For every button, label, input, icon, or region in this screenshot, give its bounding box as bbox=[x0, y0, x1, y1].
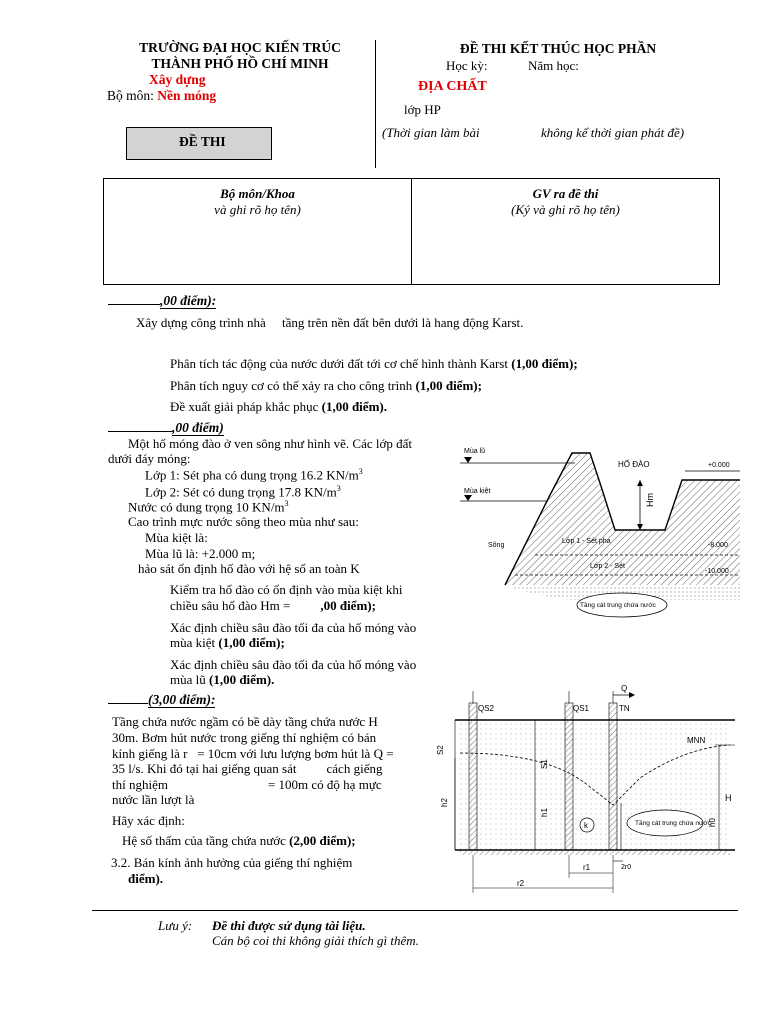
fig1-hm-label: Hm bbox=[645, 493, 655, 507]
q3-line-3: kính giếng là r = 10cm với lưu lượng bơm hút là Q = bbox=[112, 746, 394, 761]
q1-heading bbox=[108, 292, 216, 309]
q2-water: Nước có dung trọng 10 $KN/m^3$ bbox=[128, 499, 289, 515]
fig2-mnn-label: MNN bbox=[687, 736, 706, 745]
fig1-layer1-label: Lớp 1 - Sét pha bbox=[562, 538, 611, 545]
fig2-qs2-label: QS2 bbox=[478, 704, 495, 713]
q1-item-3 bbox=[170, 399, 387, 415]
fig1-elev-top: +0.000 bbox=[708, 462, 730, 469]
fig2-k-label: k bbox=[584, 821, 588, 830]
q1-item-1-text: Phân tích tác động của nước dưới đất tới cơ chế hình thành Karst bbox=[170, 356, 512, 371]
q3-item-1: Hệ số thấm của tầng chứa nước (2,00 điểm); bbox=[122, 833, 356, 848]
q1-intro: Xây dựng công trình nhà tầng trên nền đất bên dưới là hang động Karst. bbox=[136, 315, 524, 330]
fig2-h1-label: h1 bbox=[540, 808, 549, 817]
q3-item-2-line-1: 3.2. Bán kính ảnh hưởng của giếng thí nghiệm bbox=[111, 855, 353, 870]
fig2-h2-label: h2 bbox=[440, 798, 449, 807]
q2-flood-level: Mùa lũ là: +2.000 m; bbox=[145, 546, 256, 561]
q3-line-4: 35 l/s. Khi đó tại hai giếng quan sát cách giếng bbox=[112, 761, 383, 776]
signature-right-title: GV ra đề thi bbox=[532, 186, 599, 201]
year-label: Năm học: bbox=[528, 58, 579, 73]
fig2-r0-label: 2r0 bbox=[621, 864, 632, 871]
dry-level-marker bbox=[464, 495, 472, 501]
flood-level-marker bbox=[464, 457, 472, 463]
q2-item-a-line-2: chiều sâu hố đào Hm = ,00 điểm); bbox=[170, 598, 376, 613]
q2-item-b-line-1: Xác định chiều sâu đào tối đa của hố móng vào bbox=[170, 620, 417, 635]
exam-label: ĐỀ THI bbox=[179, 134, 226, 149]
q1-item-2 bbox=[170, 378, 482, 394]
q2-stability: hảo sát ổn định hố đào với hệ số an toàn K bbox=[138, 561, 360, 576]
fig1-layer2-label: Lớp 2 - Sét bbox=[590, 563, 625, 570]
q1-item-2-points: (1,00 điểm); bbox=[415, 378, 482, 393]
note-line-1: Đề thi được sử dụng tài liệu. bbox=[212, 918, 366, 933]
signature-table bbox=[103, 178, 720, 285]
school-name-line2: THÀNH PHỐ HỒ CHÍ MINH bbox=[151, 56, 329, 71]
fig1-elev-mid: -8.000 bbox=[708, 542, 728, 549]
q1-item-3-text: Đề xuất giải pháp khắc phục bbox=[170, 399, 322, 414]
q2-item-c-line-2: mùa lũ (1,00 điểm). bbox=[170, 672, 275, 687]
q3-ask: Hãy xác định: bbox=[112, 813, 185, 828]
q2-line-1: Một hố móng đào ở ven sông như hình vẽ. Các lớp đất bbox=[128, 436, 413, 451]
school-name-line1: TRƯỜNG ĐẠI HỌC KIẾN TRÚC bbox=[139, 40, 341, 55]
excavation-diagram bbox=[450, 435, 740, 625]
header-divider bbox=[375, 40, 376, 168]
q2-heading bbox=[108, 419, 224, 436]
q1-item-1-points: (1,00 điểm); bbox=[511, 356, 578, 371]
q1-item-2-text: Phân tích nguy cơ có thể xảy ra cho công trình bbox=[170, 378, 416, 393]
time-note-left: (Thời gian làm bài bbox=[382, 125, 480, 140]
subject-name: ĐỊA CHẤT bbox=[418, 79, 487, 94]
q3-heading-points: (3,00 điểm): bbox=[148, 692, 216, 707]
fig1-elev-bot: -10.000 bbox=[705, 568, 729, 575]
q1-item-1 bbox=[170, 356, 578, 372]
time-note-right: không kể thời gian phát đề) bbox=[541, 125, 685, 140]
q3-heading bbox=[108, 691, 215, 708]
fig2-s2-label: S2 bbox=[436, 745, 445, 755]
department bbox=[107, 88, 216, 104]
q3-line-6: nước lần lượt là bbox=[112, 792, 195, 807]
fig2-r2-label: r2 bbox=[517, 879, 525, 888]
fig1-flood-label: Mùa lũ bbox=[464, 448, 486, 455]
fig2-qs1-label: QS1 bbox=[573, 704, 590, 713]
fig2-h-label: H bbox=[725, 793, 732, 803]
q2-layer-2: Lớp 2: Sét có dung trọng 17.8 $KN/m^3$ bbox=[145, 484, 341, 500]
fig2-h0-label: h0 bbox=[708, 818, 717, 827]
department-label: Bộ môn: bbox=[107, 88, 154, 103]
q1-item-3-points: (1,00 điểm). bbox=[321, 399, 387, 414]
q1-heading-points: ,00 điểm): bbox=[160, 293, 217, 308]
q2-item-c-line-1: Xác định chiều sâu đào tối đa của hố móng vào bbox=[170, 657, 417, 672]
fig2-r1-label: r1 bbox=[583, 863, 591, 872]
signature-left-sub: và ghi rõ họ tên) bbox=[214, 202, 301, 217]
q3-line-2: 30m. Bơm hút nước trong giếng thí nghiệm có bán bbox=[112, 730, 377, 745]
q3-line-5: thí nghiệm = 100m có độ hạ mực bbox=[112, 777, 382, 792]
exam-title: ĐỀ THI KẾT THÚC HỌC PHẦN bbox=[459, 41, 657, 56]
fig2-q-label: Q bbox=[621, 684, 628, 693]
fig1-pit-label: HỐ ĐÀO bbox=[618, 460, 650, 469]
class-label: lớp HP bbox=[404, 102, 441, 117]
faculty-name: Xây dựng bbox=[149, 72, 206, 87]
q2-layer-1: Lớp 1: Sét pha có dung trọng 16.2 $KN/m^3$ bbox=[145, 467, 363, 483]
exam-label-box bbox=[126, 127, 272, 160]
pumping-well-diagram bbox=[425, 683, 745, 898]
department-value: Nền móng bbox=[157, 88, 217, 103]
semester-label: Học kỳ: bbox=[446, 58, 488, 73]
fig2-aquifer-label: Tầng cát trung chứa nước bbox=[635, 820, 711, 827]
fig1-dry-label: Mùa kiệt bbox=[464, 488, 491, 495]
q3-item-2-line-2: điểm). bbox=[128, 871, 164, 886]
q2-item-b-line-2: mùa kiệt (1,00 điểm); bbox=[170, 635, 285, 650]
note-label: Lưu ý: bbox=[158, 918, 193, 933]
q2-line-2: dưới đáy móng: bbox=[108, 451, 191, 466]
q3-line-1: Tầng chứa nước ngầm có bề dày tầng chứa nước H bbox=[112, 714, 378, 729]
q2-level-intro: Cao trình mực nước sông theo mùa như sau: bbox=[128, 514, 359, 529]
fig2-s1-label: S1 bbox=[540, 759, 549, 769]
fig1-river-label: Sông bbox=[488, 542, 505, 549]
signature-right-sub: (Ký và ghi rõ họ tên) bbox=[511, 202, 620, 217]
footer-rule bbox=[92, 910, 738, 911]
note-line-2: Cán bộ coi thi không giải thích gì thêm. bbox=[212, 933, 419, 948]
q2-dry-level: Mùa kiệt là: bbox=[145, 530, 208, 545]
signature-left-title: Bộ môn/Khoa bbox=[220, 186, 295, 201]
fig2-tn-label: TN bbox=[619, 704, 630, 713]
q2-item-a-line-1: Kiểm tra hố đào có ổn định vào mùa kiệt khi bbox=[170, 582, 403, 597]
fig1-sand-label: Tầng cát trung chứa nước bbox=[580, 602, 656, 609]
q2-heading-points: ,00 điểm) bbox=[172, 420, 224, 435]
